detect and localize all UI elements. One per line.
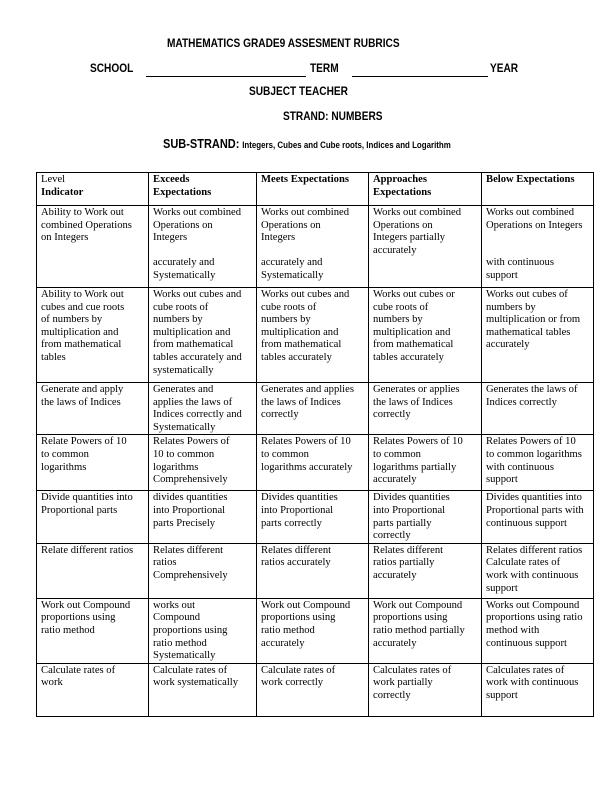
rubric-cell: Relates Powers of 10 to common logarithms Comprehensively [149, 435, 257, 491]
column-header: Exceeds Expectations [149, 173, 257, 206]
indicator-cell: Relate Powers of 10 to common logarithms [37, 435, 149, 491]
rubric-cell: divides quantities into Proportional parts Precisely [149, 491, 257, 543]
column-header: Below Expectations [482, 173, 594, 206]
indicator-cell: Ability to Work out combined Operations on Integers [37, 206, 149, 288]
strand-heading: STRAND: NUMBERS [283, 111, 383, 123]
rubric-cell: Relates different ratios accurately [257, 543, 369, 598]
rubric-cell: Relates Powers of 10 to common logarithms accurately [257, 435, 369, 491]
rubric-cell: Generates the laws of Indices correctly [482, 383, 594, 435]
rubric-cell: Work out Compound proportions using ratio method partially accurately [369, 598, 482, 663]
rubric-cell: Relates different ratios Comprehensively [149, 543, 257, 598]
rubric-cell: Works out cubes and cube roots of numbers by multiplication and from mathematical tables accurately [257, 288, 369, 383]
table-header-row [37, 173, 594, 206]
column-header: Approaches Expectations [369, 173, 482, 206]
table-row [37, 288, 594, 383]
rubric-cell: Relates Powers of 10 to common logarithms partially accurately [369, 435, 482, 491]
rubric-cell: Works out cubes or cube roots of numbers by multiplication and from mathematical tables accurately [369, 288, 482, 383]
rubric-cell: Works out combined Operations on Integers partially accurately [369, 206, 482, 288]
indicator-cell: Ability to Work out cubes and cue roots of numbers by multiplication and from mathematical tables [37, 288, 149, 383]
rubric-cell: works out Compound proportions using ratio method Systematically [149, 598, 257, 663]
year-label: YEAR [490, 63, 519, 75]
level-indicator-header: Level Indicator [37, 173, 149, 206]
rubric-cell: Calculate rates of work systematically [149, 663, 257, 716]
rubric-cell: Works out combined Operations on Integers with continuous support [482, 206, 594, 288]
document-title: MATHEMATICS GRADE9 ASSESMENT RUBRICS [167, 38, 400, 50]
table-row [37, 206, 594, 288]
rubric-table [36, 172, 594, 717]
table-row [37, 663, 594, 716]
table-row [37, 491, 594, 543]
rubric-cell: Calculates rates of work partially correctly [369, 663, 482, 716]
rubric-cell: Generates or applies the laws of Indices correctly [369, 383, 482, 435]
rubric-cell: Relates different ratios partially accurately [369, 543, 482, 598]
rubric-cell: Divides quantities into Proportional parts correctly [257, 491, 369, 543]
indicator-cell: Generate and apply the laws of Indices [37, 383, 149, 435]
rubric-cell: Works out cubes and cube roots of numbers by multiplication and from mathematical tables accurately and systematically [149, 288, 257, 383]
term-field[interactable] [352, 76, 488, 77]
rubric-cell: Divides quantities into Proportional parts partially correctly [369, 491, 482, 543]
term-label: TERM [310, 63, 339, 75]
table-row [37, 435, 594, 491]
rubric-cell: Work out Compound proportions using ratio method accurately [257, 598, 369, 663]
school-field[interactable] [146, 76, 306, 77]
rubric-cell: Relates Powers of 10 to common logarithms with continuous support [482, 435, 594, 491]
rubric-cell: Generates and applies the laws of Indices correctly and Systematically [149, 383, 257, 435]
table-row [37, 598, 594, 663]
subject-teacher-label: SUBJECT TEACHER [249, 86, 348, 98]
school-label: SCHOOL [90, 63, 134, 75]
sub-strand-label: SUB-STRAND: [163, 137, 240, 151]
rubric-cell: Generates and applies the laws of Indices correctly [257, 383, 369, 435]
rubric-cell: Works out combined Operations on Integers accurately and Systematically [257, 206, 369, 288]
indicator-cell: Divide quantities into Proportional parts [37, 491, 149, 543]
rubric-cell: Relates different ratios Calculate rates of work with continuous support [482, 543, 594, 598]
sub-strand-heading [163, 137, 451, 151]
table-row [37, 543, 594, 598]
rubric-cell: Calculates rates of work with continuous support [482, 663, 594, 716]
rubric-cell: Works out combined Operations on Integers accurately and Systematically [149, 206, 257, 288]
rubric-cell: Works out Compound proportions using ratio method with continuous support [482, 598, 594, 663]
column-header: Meets Expectations [257, 173, 369, 206]
sub-strand-value: Integers, Cubes and Cube roots, Indices and Logarithm [242, 140, 451, 150]
table-row [37, 383, 594, 435]
indicator-cell: Relate different ratios [37, 543, 149, 598]
indicator-cell: Work out Compound proportions using ratio method [37, 598, 149, 663]
rubric-cell: Calculate rates of work correctly [257, 663, 369, 716]
rubric-cell: Works out cubes of numbers by multiplication or from mathematical tables accurately [482, 288, 594, 383]
rubric-cell: Divides quantities into Proportional parts with continuous support [482, 491, 594, 543]
indicator-cell: Calculate rates of work [37, 663, 149, 716]
